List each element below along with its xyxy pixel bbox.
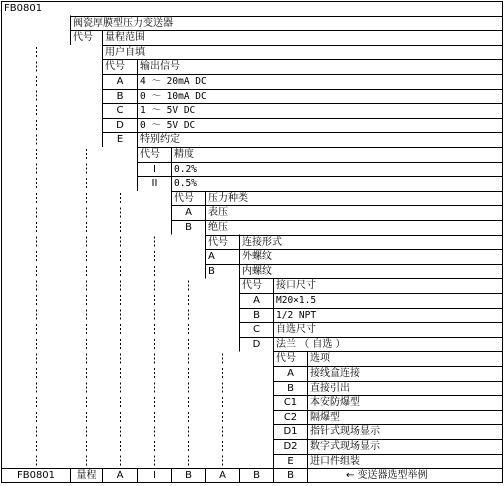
table-cell: 绝压	[208, 222, 228, 233]
table-cell: B	[253, 470, 260, 482]
code-header: 代号	[242, 280, 262, 292]
table-cell: C2	[283, 411, 298, 423]
table-cell: 隔爆型	[310, 411, 340, 423]
table-cell: 数字式现场显示	[310, 441, 380, 452]
table-cell: B	[185, 470, 192, 482]
table-cell: 精度	[174, 149, 194, 160]
table-cell: D1	[283, 426, 298, 438]
table-cell: A	[253, 295, 260, 306]
table-cell: 用户自填	[105, 46, 145, 58]
table-cell: 直接引出	[310, 382, 350, 394]
table-cell: D	[252, 338, 261, 350]
table-cell: M20×1.5	[276, 295, 317, 306]
table-cell: I	[153, 163, 156, 175]
table-cell: FB0801	[16, 470, 56, 482]
table-cell: A	[185, 207, 192, 219]
table-cell: 外螺纹	[242, 251, 272, 263]
table-cell: 量程	[76, 470, 97, 482]
table-cell: 选项	[310, 353, 330, 365]
table-cell: B	[253, 309, 260, 321]
table-cell: A	[116, 470, 124, 482]
code-header: 代号	[208, 236, 228, 248]
table-cell: 进口件组装	[310, 455, 360, 467]
table-cell: B	[208, 265, 215, 277]
table-cell: I	[153, 470, 156, 482]
table-cell: 连接形式	[242, 236, 282, 248]
table-cell: D	[116, 119, 124, 131]
table-cell: C	[116, 105, 124, 117]
table-cell: B	[287, 470, 294, 482]
table-cell: II	[151, 178, 158, 190]
table-cell: 指针式现场显示	[310, 426, 380, 438]
table-cell: 0 ～ 10mA DC	[140, 90, 207, 102]
example-note: ← 变送器选型举例	[346, 470, 428, 482]
table-cell: 接口尺寸	[276, 280, 316, 292]
table-cell: 输出信号	[140, 61, 180, 73]
table-cell: B	[116, 90, 124, 102]
table-cell: 表压	[208, 207, 228, 219]
table-cell: A	[116, 76, 124, 87]
code-header: 代号	[73, 32, 93, 44]
table-cell: E	[287, 455, 294, 467]
code-header: 代号	[140, 149, 160, 160]
table-cell: E	[116, 134, 124, 146]
table-cell: 特别约定	[140, 134, 180, 146]
model-selection-table	[1, 1, 503, 484]
table-cell: 0.5%	[174, 178, 197, 190]
code-header: 代号	[174, 192, 194, 204]
table-cell: 自选尺寸	[276, 324, 316, 336]
table-cell: 阀瓷厚膜型压力变送器	[73, 17, 173, 29]
table-cell: D2	[283, 441, 298, 452]
table-cell: 1 ～ 5V DC	[140, 105, 196, 117]
table-cell: 压力种类	[208, 192, 248, 204]
table-cell: B	[185, 222, 192, 233]
table-cell: C	[253, 324, 260, 336]
table-cell: C1	[283, 397, 298, 409]
table-cell: 1/2 NPT	[276, 309, 317, 321]
table-cell: 法兰 （ 自选 ）	[276, 338, 346, 350]
table-cell: 量程范围	[105, 32, 145, 44]
table-cell: 0 ～ 5V DC	[140, 119, 196, 131]
table-cell: B	[287, 382, 294, 394]
table-cell: 内螺纹	[242, 265, 272, 277]
table-cell: A	[219, 470, 226, 482]
table-cell: FB0801	[4, 3, 43, 14]
table-cell: 0.2%	[174, 163, 197, 175]
table-cell: 4 ～ 20mA DC	[140, 76, 207, 87]
code-header: 代号	[276, 353, 296, 365]
table-cell: 接线盒连接	[310, 368, 360, 379]
code-header: 代号	[105, 61, 125, 73]
table-cell: 本安防爆型	[310, 397, 360, 409]
table-cell: A	[208, 251, 215, 263]
table-cell: A	[287, 368, 294, 379]
